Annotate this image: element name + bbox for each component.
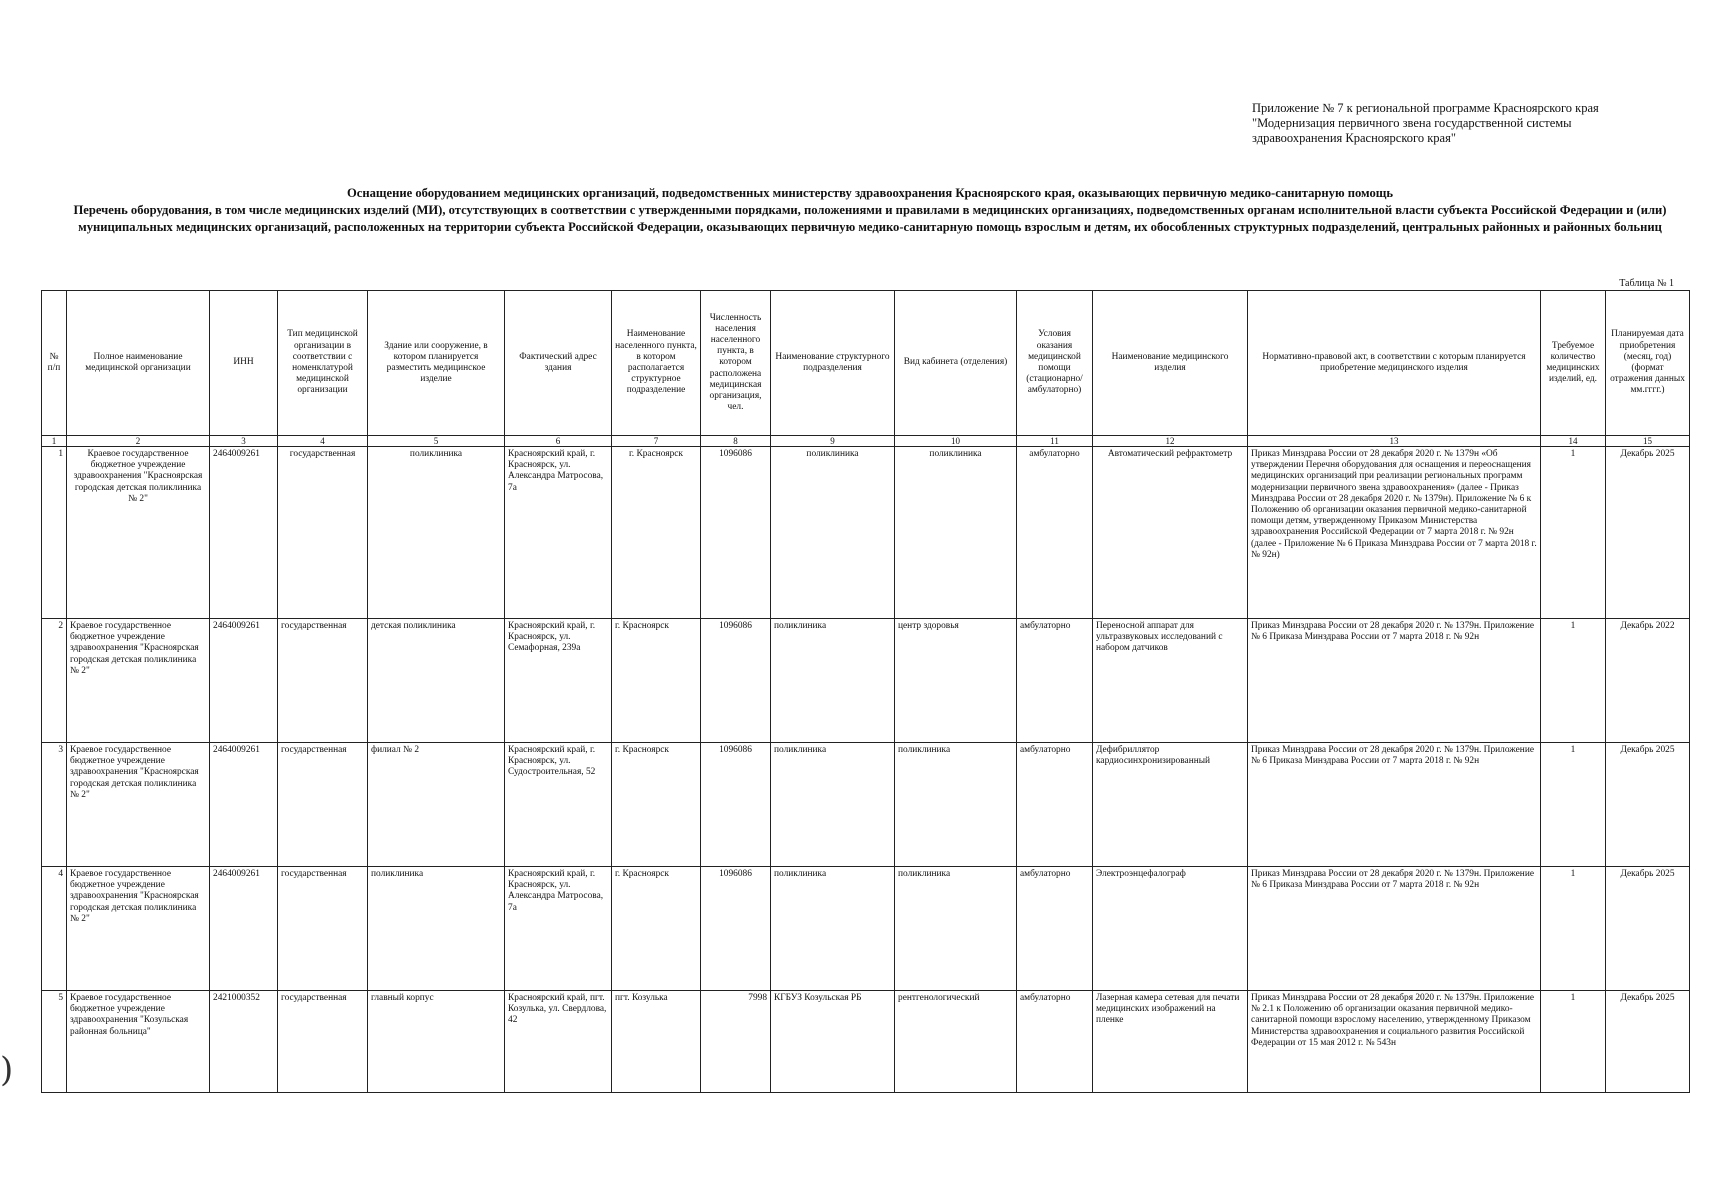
cell-unit: поликлиника [771, 867, 895, 991]
header-cell: Тип медицинской организации в соответствии с номенклатурой медицинской организации [278, 291, 368, 436]
cell-act: Приказ Минздрава России от 28 декабря 2020 г. № 1379н. Приложение № 6 Приказа Минздрава России от 7 марта 2018 г. № 92н [1248, 867, 1541, 991]
column-number: 11 [1017, 436, 1093, 447]
header-cell: Условия оказания медицинской помощи (стационарно/амбулаторно) [1017, 291, 1093, 436]
appendix-line: "Модернизация первичного звена государственной системы [1252, 116, 1572, 130]
cell-address: Красноярский край, г. Красноярск, ул. Александра Матросова, 7а [505, 867, 612, 991]
cell-org: Краевое государственное бюджетное учреждение здравоохранения "Козульская районная больница" [67, 991, 210, 1093]
cell-inn: 2464009261 [210, 743, 278, 867]
title-line-2: Перечень оборудования, в том числе медицинских изделий (МИ), отсутствующих в соответствии с утвержденными порядками, положениями и правилами в медицинских организациях, подведомственных органам исполнительной власти субъекта Российской Федерации и (или) муниципальных медицинских организаций, расположенных на территории субъекта Российской Федерации, оказывающих первичную медико-санитарную помощь взрослым и детям, их обособленных структурных подразделений, центральных районных и районных больниц [73, 203, 1667, 234]
column-number: 14 [1541, 436, 1606, 447]
cell-cabinet: центр здоровья [895, 619, 1017, 743]
cell-org: Краевое государственное бюджетное учреждение здравоохранения "Красноярская городская детская поликлиника № 2" [67, 743, 210, 867]
cell-address: Красноярский край, г. Красноярск, ул. Александра Матросова, 7а [505, 447, 612, 619]
cell-unit: КГБУЗ Козульская РБ [771, 991, 895, 1093]
cell-population: 1096086 [701, 619, 771, 743]
cell-conditions: амбулаторно [1017, 619, 1093, 743]
title-line-1: Оснащение оборудованием медицинских организаций, подведомственных министерству здравоохранения Красноярского края, оказывающих первичную медико-санитарную помощь [346, 186, 1394, 200]
cell-act: Приказ Минздрава России от 28 декабря 2020 г. № 1379н «Об утверждении Перечня оборудования для оснащения и переоснащения медицинских организаций при реализации региональных программ модернизации первичного звена здравоохранения» (далее - Приказ Минздрава России от 28 декабря 2020 г. № 1379н). Приложение № 6 к Положению об организации оказания первичной медико-санитарной помощи детям, утвержденному Приказом Министерства здравоохранения Российской Федерации от 7 марта 2018 г. № 92н (далее - Приложение № 6 Приказа Минздрава России от 7 марта 2018 г. № 92н) [1248, 447, 1541, 619]
table-row [42, 619, 1690, 743]
cell-act: Приказ Минздрава России от 28 декабря 2020 г. № 1379н. Приложение № 2.1 к Положению об организации оказания первичной медико-санитарной помощи взрослому населению, утвержденному Приказом Министерства здравоохранения и социального развития Российской Федерации от 15 мая 2012 г. № 543н [1248, 991, 1541, 1093]
cell-type: государственная [278, 867, 368, 991]
appendix-line: здравоохранения Красноярского края" [1252, 131, 1456, 145]
cell-num: 3 [42, 743, 67, 867]
cell-type: государственная [278, 619, 368, 743]
cell-building: филиал № 2 [368, 743, 505, 867]
cell-date: Декабрь 2022 [1606, 619, 1690, 743]
cell-device: Лазерная камера сетевая для печати медицинских изображений на пленке [1093, 991, 1248, 1093]
header-cell: Планируемая дата приобретения (месяц, год) (формат отражения данных мм.гггг.) [1606, 291, 1690, 436]
cell-address: Красноярский край, г. Красноярск, ул. Семафорная, 239а [505, 619, 612, 743]
column-number: 12 [1093, 436, 1248, 447]
table-number: Таблица № 1 [1619, 278, 1674, 289]
header-cell: Численность населения населенного пункта, в котором расположена медицинская организация, чел. [701, 291, 771, 436]
table-row [42, 867, 1690, 991]
cell-cabinet: поликлиника [895, 743, 1017, 867]
cell-population: 1096086 [701, 447, 771, 619]
header-cell: Здание или сооружение, в котором планируется разместить медицинское изделие [368, 291, 505, 436]
column-number: 10 [895, 436, 1017, 447]
cell-type: государственная [278, 447, 368, 619]
header-cell: ИНН [210, 291, 278, 436]
table-row [42, 743, 1690, 867]
header-cell: № п/п [42, 291, 67, 436]
column-number: 9 [771, 436, 895, 447]
cell-building: поликлиника [368, 447, 505, 619]
cell-num: 2 [42, 619, 67, 743]
appendix-note [1252, 101, 1672, 146]
cell-num: 1 [42, 447, 67, 619]
document-title [60, 185, 1680, 236]
column-number: 1 [42, 436, 67, 447]
header-cell: Наименование медицинского изделия [1093, 291, 1248, 436]
header-cell: Вид кабинета (отделения) [895, 291, 1017, 436]
cell-qty: 1 [1541, 867, 1606, 991]
cell-qty: 1 [1541, 619, 1606, 743]
cell-unit: поликлиника [771, 743, 895, 867]
cell-conditions: амбулаторно [1017, 447, 1093, 619]
cell-cabinet: поликлиника [895, 867, 1017, 991]
cell-type: государственная [278, 991, 368, 1093]
column-number: 2 [67, 436, 210, 447]
cell-conditions: амбулаторно [1017, 867, 1093, 991]
column-number: 4 [278, 436, 368, 447]
cell-org: Краевое государственное бюджетное учреждение здравоохранения "Красноярская городская детская поликлиника № 2" [67, 619, 210, 743]
cell-locality: пгт. Козулька [612, 991, 701, 1093]
equipment-table [41, 290, 1690, 1093]
cell-act: Приказ Минздрава России от 28 декабря 2020 г. № 1379н. Приложение № 6 Приказа Минздрава России от 7 марта 2018 г. № 92н [1248, 743, 1541, 867]
cell-org: Краевое государственное бюджетное учреждение здравоохранения "Красноярская городская детская поликлиника № 2" [67, 867, 210, 991]
header-cell: Наименование структурного подразделения [771, 291, 895, 436]
cell-qty: 1 [1541, 743, 1606, 867]
cell-building: главный корпус [368, 991, 505, 1093]
column-number: 15 [1606, 436, 1690, 447]
cell-device: Автоматический рефрактометр [1093, 447, 1248, 619]
cell-org: Краевое государственное бюджетное учреждение здравоохранения "Красноярская городская детская поликлиника № 2" [67, 447, 210, 619]
cell-act: Приказ Минздрава России от 28 декабря 2020 г. № 1379н. Приложение № 6 Приказа Минздрава России от 7 марта 2018 г. № 92н [1248, 619, 1541, 743]
cell-locality: г. Красноярск [612, 447, 701, 619]
cell-building: детская поликлиника [368, 619, 505, 743]
cell-population: 7998 [701, 991, 771, 1093]
cell-date: Декабрь 2025 [1606, 991, 1690, 1093]
cell-device: Дефибриллятор кардиосинхронизированный [1093, 743, 1248, 867]
cell-date: Декабрь 2025 [1606, 867, 1690, 991]
column-number: 6 [505, 436, 612, 447]
cell-locality: г. Красноярск [612, 619, 701, 743]
cell-qty: 1 [1541, 991, 1606, 1093]
cell-conditions: амбулаторно [1017, 743, 1093, 867]
cell-population: 1096086 [701, 867, 771, 991]
header-cell: Нормативно-правовой акт, в соответствии с которым планируется приобретение медицинского изделия [1248, 291, 1541, 436]
cell-address: Красноярский край, пгт. Козулька, ул. Свердлова, 42 [505, 991, 612, 1093]
cell-locality: г. Красноярск [612, 743, 701, 867]
column-number: 8 [701, 436, 771, 447]
cell-num: 4 [42, 867, 67, 991]
cell-address: Красноярский край, г. Красноярск, ул. Судостроительная, 52 [505, 743, 612, 867]
column-number: 13 [1248, 436, 1541, 447]
cell-inn: 2464009261 [210, 447, 278, 619]
column-number: 7 [612, 436, 701, 447]
header-cell: Требуемое количество медицинских изделий, ед. [1541, 291, 1606, 436]
cell-date: Декабрь 2025 [1606, 743, 1690, 867]
column-number: 5 [368, 436, 505, 447]
scan-margin-mark: ) [0, 1050, 14, 1090]
cell-device: Переносной аппарат для ультразвуковых исследований с набором датчиков [1093, 619, 1248, 743]
cell-building: поликлиника [368, 867, 505, 991]
cell-qty: 1 [1541, 447, 1606, 619]
cell-cabinet: рентгенологический [895, 991, 1017, 1093]
header-cell: Полное наименование медицинской организации [67, 291, 210, 436]
cell-inn: 2421000352 [210, 991, 278, 1093]
cell-type: государственная [278, 743, 368, 867]
table-row [42, 991, 1690, 1093]
header-cell: Фактический адрес здания [505, 291, 612, 436]
cell-inn: 2464009261 [210, 867, 278, 991]
cell-inn: 2464009261 [210, 619, 278, 743]
column-number: 3 [210, 436, 278, 447]
appendix-line: Приложение № 7 к региональной программе Красноярского края [1252, 101, 1599, 115]
cell-unit: поликлиника [771, 447, 895, 619]
cell-cabinet: поликлиника [895, 447, 1017, 619]
cell-conditions: амбулаторно [1017, 991, 1093, 1093]
cell-num: 5 [42, 991, 67, 1093]
header-cell: Наименование населенного пункта, в котором располагается структурное подразделение [612, 291, 701, 436]
header-row [42, 291, 1690, 436]
cell-locality: г. Красноярск [612, 867, 701, 991]
cell-date: Декабрь 2025 [1606, 447, 1690, 619]
table-row [42, 447, 1690, 619]
cell-device: Электроэнцефалограф [1093, 867, 1248, 991]
cell-population: 1096086 [701, 743, 771, 867]
cell-unit: поликлиника [771, 619, 895, 743]
column-number-row [42, 436, 1690, 447]
